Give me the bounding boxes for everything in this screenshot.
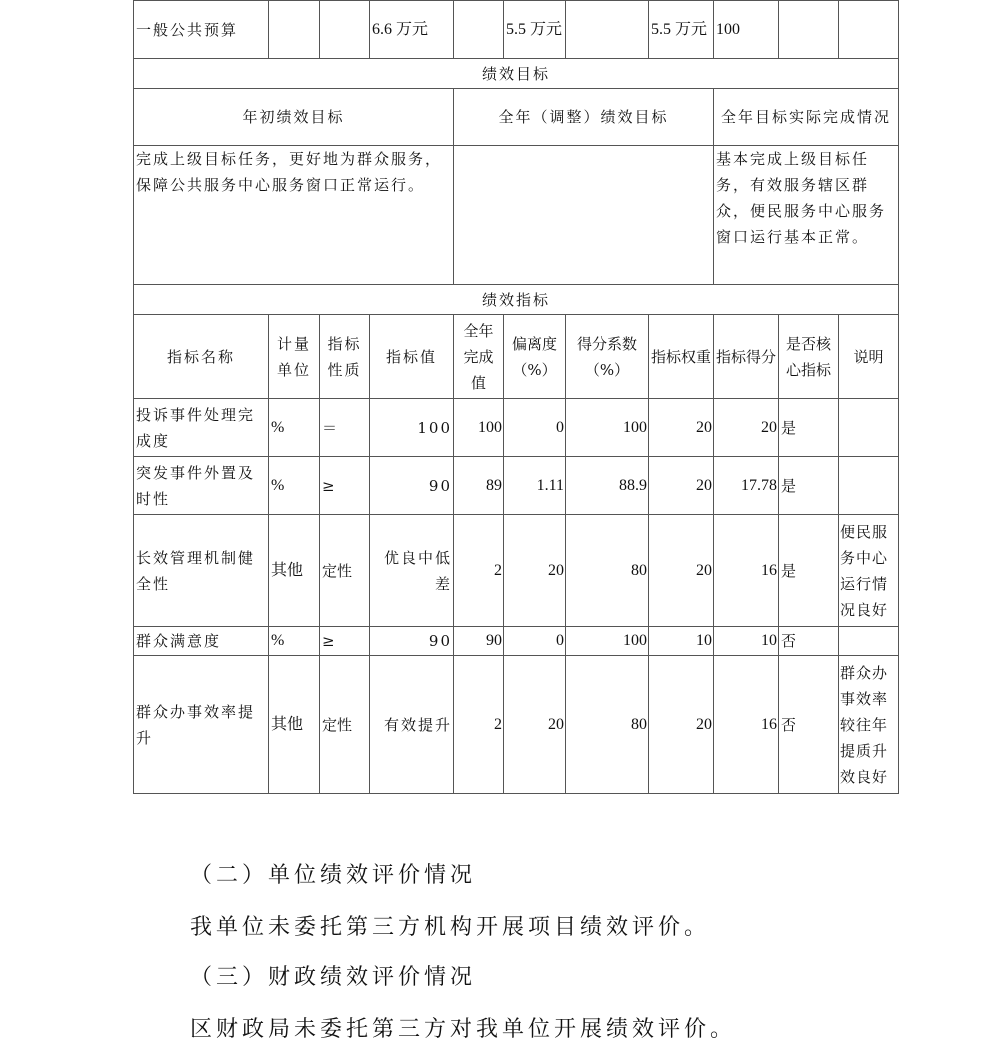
- indicator-name: 突发事件外置及时性: [134, 457, 269, 515]
- indicator-deviation: 20: [504, 656, 566, 794]
- table-row: [134, 656, 899, 794]
- indicator-coef: 100: [566, 627, 649, 656]
- goal-header-actual: 全年目标实际完成情况: [714, 89, 899, 146]
- goal-initial-text: 完成上级目标任务，更好地为群众服务，保障公共服务中心服务窗口正常运行。: [134, 146, 454, 285]
- table-row: [134, 457, 899, 515]
- indicator-target: 90: [370, 627, 454, 656]
- indicator-note: [839, 627, 899, 656]
- budget-cell: [566, 1, 649, 59]
- indicator-core: 是: [779, 399, 839, 457]
- indicator-note: 便民服务中心运行情况良好: [839, 515, 899, 627]
- budget-cell: 100: [714, 1, 779, 59]
- indicator-deviation: 0: [504, 627, 566, 656]
- indicator-target: 优良中低差: [370, 515, 454, 627]
- indicator-core: 是: [779, 515, 839, 627]
- indicator-actual: 89: [454, 457, 504, 515]
- goal-header-initial: 年初绩效目标: [134, 89, 454, 146]
- indicator-actual: 2: [454, 656, 504, 794]
- indicator-weight: 10: [649, 627, 714, 656]
- header-note: 说明: [839, 315, 899, 399]
- indicator-score: 16: [714, 656, 779, 794]
- goals-section-title: 绩效目标: [134, 59, 899, 89]
- indicator-deviation: 20: [504, 515, 566, 627]
- indicator-unit: %: [269, 399, 320, 457]
- table-row: [134, 515, 899, 627]
- table-row: [134, 627, 899, 656]
- budget-cell: 6.6 万元: [370, 1, 454, 59]
- indicator-unit: 其他: [269, 656, 320, 794]
- goal-adjusted-text: [454, 146, 714, 285]
- indicator-actual: 100: [454, 399, 504, 457]
- indicator-target: 有效提升: [370, 656, 454, 794]
- indicators-section-title: 绩效指标: [134, 285, 899, 315]
- paragraph-finance-evaluation: 区财政局未委托第三方对我单位开展绩效评价。: [190, 1017, 737, 1042]
- header-core: 是否核心指标: [779, 315, 839, 399]
- indicator-core: 否: [779, 627, 839, 656]
- indicator-header-row: [134, 315, 899, 399]
- indicator-weight: 20: [649, 399, 714, 457]
- indicator-note: [839, 399, 899, 457]
- indicator-coef: 88.9: [566, 457, 649, 515]
- table-row: [134, 399, 899, 457]
- indicator-nature: ≥: [320, 457, 370, 515]
- indicator-nature: ≥: [320, 627, 370, 656]
- header-score: 指标得分: [714, 315, 779, 399]
- indicator-note: [839, 457, 899, 515]
- header-actual: 全年完成值: [454, 315, 504, 399]
- indicator-weight: 20: [649, 457, 714, 515]
- indicator-score: 17.78: [714, 457, 779, 515]
- indicator-note: 群众办事效率较往年提质升效良好: [839, 656, 899, 794]
- indicator-deviation: 0: [504, 399, 566, 457]
- budget-cell: [269, 1, 320, 59]
- budget-cell: 5.5 万元: [649, 1, 714, 59]
- budget-cell: 5.5 万元: [504, 1, 566, 59]
- performance-table: [133, 0, 899, 794]
- indicator-score: 10: [714, 627, 779, 656]
- indicator-score: 16: [714, 515, 779, 627]
- budget-cell: [454, 1, 504, 59]
- indicator-actual: 2: [454, 515, 504, 627]
- indicator-name: 群众办事效率提升: [134, 656, 269, 794]
- budget-cell: [839, 1, 899, 59]
- indicator-core: 是: [779, 457, 839, 515]
- section-heading-unit-evaluation: （二）单位绩效评价情况: [190, 863, 477, 888]
- indicator-target: 90: [370, 457, 454, 515]
- budget-row: [134, 1, 899, 59]
- indicator-name: 群众满意度: [134, 627, 269, 656]
- indicator-core: 否: [779, 656, 839, 794]
- indicator-coef: 80: [566, 515, 649, 627]
- header-deviation: 偏离度（%）: [504, 315, 566, 399]
- indicator-unit: %: [269, 457, 320, 515]
- indicator-unit: %: [269, 627, 320, 656]
- indicator-name: 投诉事件处理完成度: [134, 399, 269, 457]
- indicator-unit: 其他: [269, 515, 320, 627]
- indicator-coef: 80: [566, 656, 649, 794]
- indicator-deviation: 1.11: [504, 457, 566, 515]
- header-name: 指标名称: [134, 315, 269, 399]
- indicator-actual: 90: [454, 627, 504, 656]
- header-nature: 指标性质: [320, 315, 370, 399]
- header-target: 指标值: [370, 315, 454, 399]
- header-coef: 得分系数（%）: [566, 315, 649, 399]
- indicator-coef: 100: [566, 399, 649, 457]
- indicator-nature: ＝: [320, 399, 370, 457]
- indicator-nature: 定性: [320, 656, 370, 794]
- indicator-nature: 定性: [320, 515, 370, 627]
- paragraph-unit-evaluation: 我单位未委托第三方机构开展项目绩效评价。: [190, 915, 711, 940]
- goal-header-adjusted: 全年（调整）绩效目标: [454, 89, 714, 146]
- indicator-score: 20: [714, 399, 779, 457]
- section-heading-finance-evaluation: （三）财政绩效评价情况: [190, 965, 477, 990]
- header-weight: 指标权重: [649, 315, 714, 399]
- indicator-target: 100: [370, 399, 454, 457]
- indicator-weight: 20: [649, 515, 714, 627]
- header-unit: 计量单位: [269, 315, 320, 399]
- indicator-weight: 20: [649, 656, 714, 794]
- goal-actual-text: 基本完成上级目标任务，有效服务辖区群众，便民服务中心服务窗口运行基本正常。: [714, 146, 899, 285]
- indicator-name: 长效管理机制健全性: [134, 515, 269, 627]
- budget-cell: [320, 1, 370, 59]
- budget-cell: [779, 1, 839, 59]
- budget-label: 一般公共预算: [134, 1, 269, 59]
